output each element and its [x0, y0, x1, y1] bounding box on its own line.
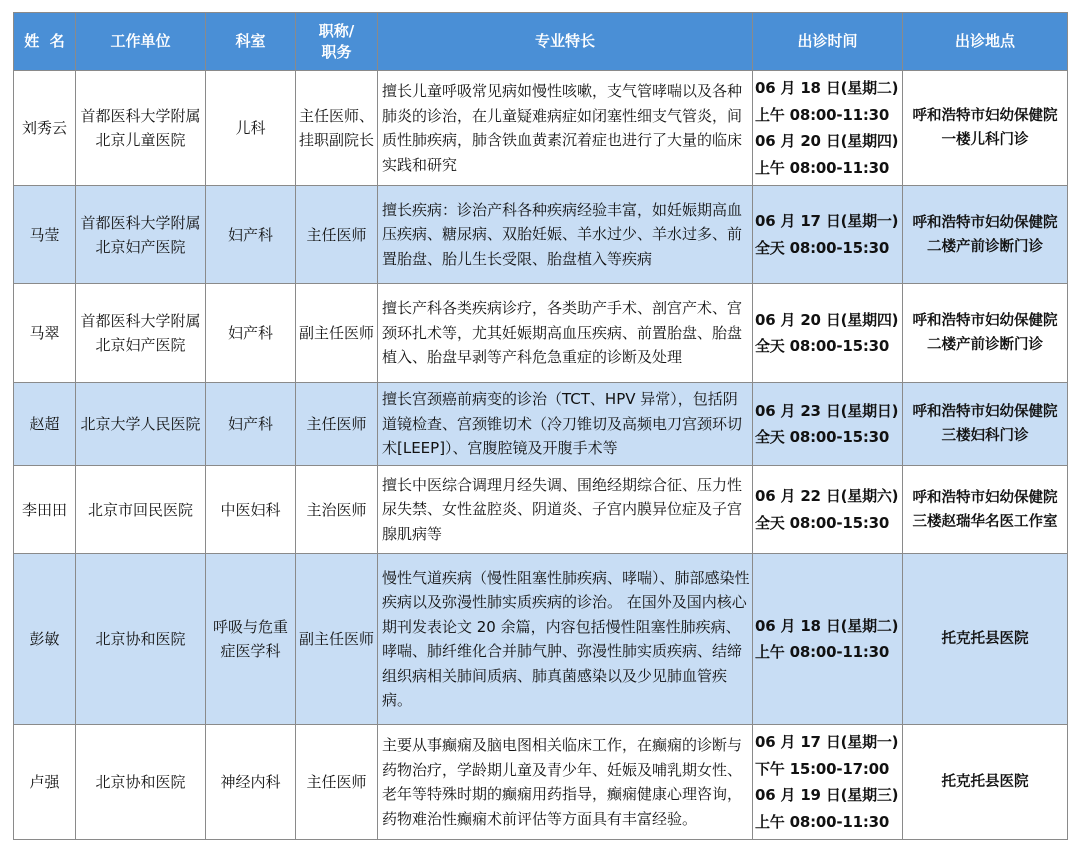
time-line: 06 月 19 日(星期三) [755, 786, 899, 804]
header-title-line1: 职称/ [318, 21, 355, 40]
time-line: 06 月 18 日(星期二) [755, 79, 899, 97]
place-line: 呼和浩特市妇幼保健院 [912, 214, 1058, 231]
work-unit: 北京市回民医院 [76, 466, 206, 554]
specialty: 擅长产科各类疾病诊疗，各类助产手术、剖宫产术、宫颈环扎术等，尤其妊娠期高血压疾病、前置胎盘、胎盘植入、胎盘早剥等产科危急重症的诊断及处理 [378, 284, 753, 383]
table-row [14, 554, 1068, 725]
time-line: 全天 08:00-15:30 [755, 337, 890, 355]
job-title: 主任医师、挂职副院长 [296, 71, 378, 186]
work-unit: 首都医科大学附属北京妇产医院 [76, 186, 206, 284]
time-line: 全天 08:00-15:30 [755, 428, 890, 446]
header-place: 出诊地点 [903, 13, 1068, 71]
header-dept: 科室 [206, 13, 296, 71]
header-time: 出诊时间 [753, 13, 903, 71]
job-title: 主任医师 [296, 383, 378, 466]
clinic-place [903, 71, 1068, 186]
specialty: 慢性气道疾病（慢性阻塞性肺疾病、哮喘）、肺部感染性疾病以及弥漫性肺实质疾病的诊治。 在国外及国内核心期刊发表论文 20 余篇，内容包括慢性阻塞性肺疾病、哮喘、肺纤维化合并肺气肿、弥漫性肺实质疾病、结缔组织病相关肺间质病、肺真菌感染以及少见肺血管疾病。 [378, 554, 753, 725]
department: 神经内科 [206, 725, 296, 840]
header-title [296, 13, 378, 71]
header-title-line2: 职务 [321, 42, 352, 61]
time-line: 上午 08:00-11:30 [755, 643, 890, 661]
header-specialty: 专业特长 [378, 13, 753, 71]
job-title: 主任医师 [296, 186, 378, 284]
time-line: 上午 08:00-11:30 [755, 812, 890, 831]
table-row [14, 725, 1068, 840]
job-title: 主治医师 [296, 466, 378, 554]
doctor-name: 李田田 [14, 466, 76, 554]
department: 妇产科 [206, 284, 296, 383]
time-line: 下午 15:00-17:00 [755, 759, 890, 778]
job-title: 副主任医师 [296, 554, 378, 725]
time-line: 06 月 17 日(星期一) [755, 733, 899, 751]
specialty: 主要从事癫痫及脑电图相关临床工作，在癫痫的诊断与药物治疗，学龄期儿童及青少年、妊娠及哺乳期女性、老年等特殊时期的癫痫用药指导，癫痫健康心理咨询，药物难治性癫痫术前评估等方面具有丰富经验。 [378, 725, 753, 840]
specialty: 擅长疾病：诊治产科各种疾病经验丰富，如妊娠期高血压疾病、糖尿病、双胎妊娠、羊水过少、羊水过多、前置胎盘、胎儿生长受限、胎盘植入等疾病 [378, 186, 753, 284]
table-row [14, 466, 1068, 554]
doctor-name: 刘秀云 [14, 71, 76, 186]
header-row [14, 13, 1068, 71]
job-title: 主任医师 [296, 725, 378, 840]
place-line: 三楼赵瑞华名医工作室 [912, 513, 1058, 530]
time-line: 06 月 22 日(星期六) [755, 487, 899, 505]
place-line: 二楼产前诊断门诊 [927, 337, 1043, 353]
place-line: 托克托县医院 [941, 631, 1029, 647]
clinic-time [753, 71, 903, 186]
place-line: 呼和浩特市妇幼保健院 [912, 404, 1058, 420]
doctor-name: 彭敏 [14, 554, 76, 725]
time-line: 全天 08:00-15:30 [755, 513, 890, 532]
time-line: 06 月 17 日(星期一) [755, 212, 899, 230]
specialty: 擅长中医综合调理月经失调、围绝经期综合征、压力性尿失禁、女性盆腔炎、阴道炎、子宫内膜异位症及子宫腺肌病等 [378, 466, 753, 554]
time-line: 06 月 18 日(星期二) [755, 616, 899, 635]
clinic-place [903, 554, 1068, 725]
place-line: 一楼儿科门诊 [941, 132, 1029, 148]
time-line: 全天 08:00-15:30 [755, 238, 890, 257]
place-line: 呼和浩特市妇幼保健院 [912, 108, 1058, 124]
doctor-name: 马莹 [14, 186, 76, 284]
department: 妇产科 [206, 383, 296, 466]
header-unit: 工作单位 [76, 13, 206, 71]
work-unit: 北京协和医院 [76, 554, 206, 725]
time-line: 06 月 20 日(星期四) [755, 310, 899, 329]
doctor-name: 卢强 [14, 725, 76, 840]
clinic-time [753, 725, 903, 840]
clinic-time [753, 554, 903, 725]
clinic-time [753, 383, 903, 466]
place-line: 呼和浩特市妇幼保健院 [912, 489, 1058, 506]
department: 儿科 [206, 71, 296, 186]
place-line: 三楼妇科门诊 [941, 428, 1029, 444]
job-title: 副主任医师 [296, 284, 378, 383]
place-line: 呼和浩特市妇幼保健院 [912, 313, 1058, 329]
clinic-place [903, 725, 1068, 840]
clinic-time [753, 186, 903, 284]
work-unit: 北京协和医院 [76, 725, 206, 840]
work-unit: 北京大学人民医院 [76, 383, 206, 466]
header-name: 姓 名 [14, 13, 76, 71]
table-row [14, 186, 1068, 284]
clinic-place [903, 466, 1068, 554]
clinic-place [903, 284, 1068, 383]
place-line: 二楼产前诊断门诊 [927, 238, 1043, 255]
work-unit: 首都医科大学附属北京妇产医院 [76, 284, 206, 383]
clinic-schedule-table [13, 12, 1068, 840]
time-line: 上午 08:00-11:30 [755, 105, 890, 124]
specialty: 擅长儿童呼吸常见病如慢性咳嗽，支气管哮喘以及各种肺炎的诊治，在儿童疑难病症如闭塞性细支气管炎，间质性肺疾病，肺含铁血黄素沉着症也进行了大量的临床实践和研究 [378, 71, 753, 186]
doctor-name: 赵超 [14, 383, 76, 466]
table-row [14, 284, 1068, 383]
clinic-place [903, 186, 1068, 284]
department: 中医妇科 [206, 466, 296, 554]
clinic-time [753, 284, 903, 383]
table-row [14, 383, 1068, 466]
time-line: 上午 08:00-11:30 [755, 158, 890, 177]
doctor-name: 马翠 [14, 284, 76, 383]
department: 呼吸与危重症医学科 [206, 554, 296, 725]
work-unit: 首都医科大学附属北京儿童医院 [76, 71, 206, 186]
clinic-time [753, 466, 903, 554]
time-line: 06 月 20 日(星期四) [755, 132, 899, 150]
specialty: 擅长宫颈癌前病变的诊治（TCT、HPV 异常），包括阴道镜检查、宫颈锥切术（冷刀锥切及高频电刀宫颈环切术[LEEP]）、宫腹腔镜及开腹手术等 [378, 383, 753, 466]
place-line: 托克托县医院 [941, 774, 1029, 790]
department: 妇产科 [206, 186, 296, 284]
clinic-place [903, 383, 1068, 466]
time-line: 06 月 23 日(星期日) [755, 401, 899, 420]
table-row [14, 71, 1068, 186]
